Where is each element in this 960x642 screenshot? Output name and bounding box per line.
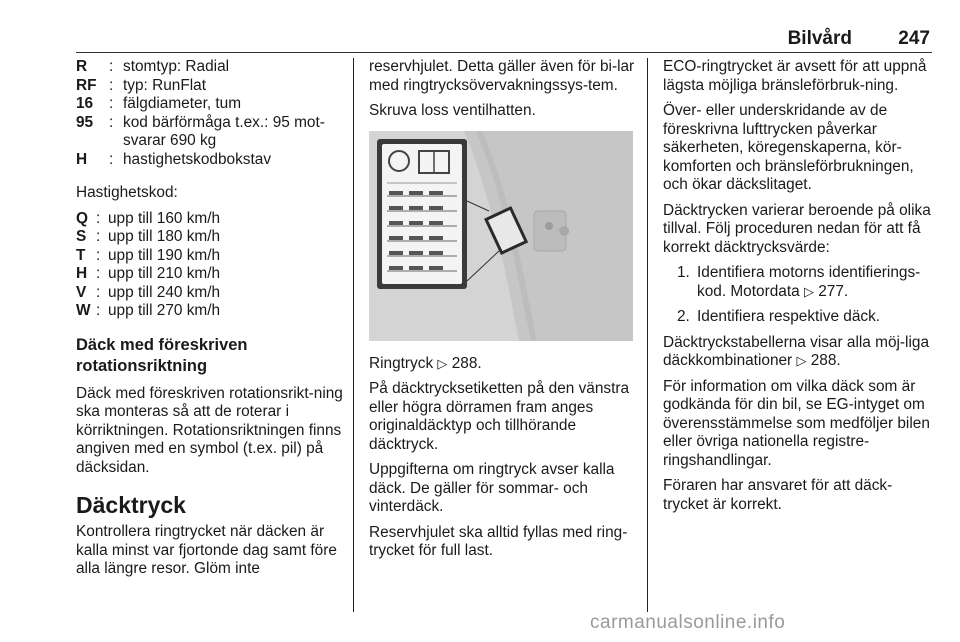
column-1 [76, 58, 344, 586]
step-text: Identifiera motorns identifierings-kod. Motordata [697, 264, 921, 300]
speed-code-list [76, 210, 220, 321]
code-key: R [76, 58, 88, 75]
paragraph: Däcktrycken varierar beroende på olika tillval. Följ proceduren nedan för att få korrekt däcktrycksvärde: [663, 201, 931, 256]
paragraph: På däcktrycksetiketten på den vänstra eller högra dörramen fram anges originaldäcktyp och tillhörande däcktryck. [369, 380, 630, 453]
code-key: RF [76, 76, 97, 94]
paragraph: Skruva loss ventilhatten. [369, 102, 536, 119]
step-number: 2. [677, 308, 690, 325]
pressure-text: Kontrollera ringtrycket när däcken är kalla minst var fjortonde dag samt före alla längre resor. Glöm inte [76, 523, 337, 577]
code-sep: : [109, 150, 114, 168]
ref-text: Ringtryck [369, 354, 434, 372]
paragraph: ECO-ringtrycket är avsett för att uppnå lägsta möjliga bränsleförbruk-ning. [663, 58, 927, 94]
code-text: upp till 180 km/h [108, 228, 221, 245]
code-key: T [76, 246, 86, 264]
code-key: H [76, 150, 88, 168]
page-header [76, 28, 932, 52]
code-sep: : [96, 265, 101, 282]
code-key: S [76, 228, 87, 245]
list-item [76, 58, 344, 77]
paragraph: För information om vilka däck som är godkända för din bil, se EG-intyget om överensstämmelse som medföljer bilen eller övriga nationella registre-ringshandlingar. [663, 377, 930, 469]
code-text: upp till 160 km/h [108, 209, 221, 227]
code-key: V [76, 283, 87, 301]
column-divider-1 [353, 58, 354, 612]
list-item [76, 77, 344, 96]
code-text: fälgdiameter, tum [123, 95, 242, 112]
list-item [76, 151, 344, 170]
code-sep: : [96, 283, 101, 301]
column-3 [663, 58, 933, 521]
tyre-pressure-label-photo [369, 131, 633, 341]
ref-text: Däcktryckstabellerna visar alla möj-liga däckkombinationer [663, 333, 930, 369]
code-text: stomtyp: Radial [123, 58, 230, 75]
list-item [76, 228, 220, 247]
code-sep: : [96, 246, 101, 264]
list-item [76, 265, 220, 284]
tyre-code-list [76, 58, 344, 169]
paragraph: Reservhjulet ska alltid fyllas med ring-trycket för full last. [369, 523, 628, 559]
rotation-heading: Däck med föreskriven rotationsriktning [76, 335, 248, 375]
step-text: Identifiera respektive däck. [697, 308, 881, 325]
list-item [76, 302, 220, 321]
code-text: upp till 270 km/h [108, 302, 221, 319]
pressure-heading: Däcktryck [76, 492, 186, 518]
code-text: typ: RunFlat [123, 76, 206, 94]
list-item [76, 210, 220, 229]
ref-arrow-icon: ▷ [803, 283, 814, 299]
list-item [76, 114, 344, 151]
paragraph [663, 334, 933, 371]
header-divider [76, 52, 932, 53]
procedure-list [663, 264, 933, 327]
paragraph [369, 355, 637, 374]
watermark: carmanualsonline.info [590, 612, 786, 633]
code-key: 95 [76, 113, 94, 131]
page-reference[interactable]: 288. [451, 354, 482, 372]
code-text: upp till 240 km/h [108, 283, 221, 301]
column-2 [369, 58, 637, 568]
code-sep: : [96, 302, 101, 319]
code-key: 16 [76, 95, 94, 112]
list-item [76, 95, 344, 114]
page-reference[interactable]: 277. [818, 282, 849, 300]
list-item [76, 247, 220, 266]
speed-code-heading: Hastighetskod: [76, 184, 178, 201]
page-number: 247 [898, 28, 930, 49]
code-key: W [76, 302, 91, 319]
code-sep: : [109, 113, 114, 131]
rotation-text: Däck med föreskriven rotationsrikt-ning ska monteras så att de roterar i körriktningen. Rotationsriktningen finns angiven med en symbol (t.ex. pil) på däcksidan. [76, 384, 343, 476]
code-text: upp till 190 km/h [108, 246, 221, 264]
column-divider-2 [647, 58, 648, 612]
code-sep: : [96, 228, 101, 245]
list-item [663, 264, 933, 301]
code-key: Q [76, 209, 88, 227]
code-sep: : [109, 58, 114, 75]
ref-arrow-icon: ▷ [437, 355, 448, 371]
ref-arrow-icon: ▷ [796, 353, 807, 368]
code-text: kod bärförmåga t.ex.: 95 mot-svarar 690 kg [123, 113, 325, 149]
paragraph: Över- eller underskridande av de föreskrivna lufttrycken påverkar säkerheten, köregenskaperna, kör-komforten och bränsleförbrukningen, och ökar däckslitaget. [663, 102, 914, 193]
code-sep: : [109, 76, 114, 94]
list-item [76, 284, 220, 303]
page-reference[interactable]: 288. [810, 352, 841, 369]
door-frame-illustration [369, 131, 633, 341]
paragraph: Uppgifterna om ringtryck avser kalla däck. De gäller för sommar- och vinterdäck. [369, 461, 615, 515]
step-number: 1. [677, 264, 690, 281]
section-title: Bilvård [787, 28, 852, 49]
list-item [663, 308, 933, 327]
code-sep: : [109, 95, 114, 112]
code-key: H [76, 265, 88, 282]
code-text: upp till 210 km/h [108, 265, 221, 282]
paragraph: reservhjulet. Detta gäller även för bi-lar med ringtrycksövervakningssys-tem. [369, 58, 635, 94]
code-text: hastighetskodbokstav [123, 150, 272, 168]
code-sep: : [96, 209, 101, 227]
paragraph: Föraren har ansvaret för att däck-trycket är korrekt. [663, 477, 893, 513]
